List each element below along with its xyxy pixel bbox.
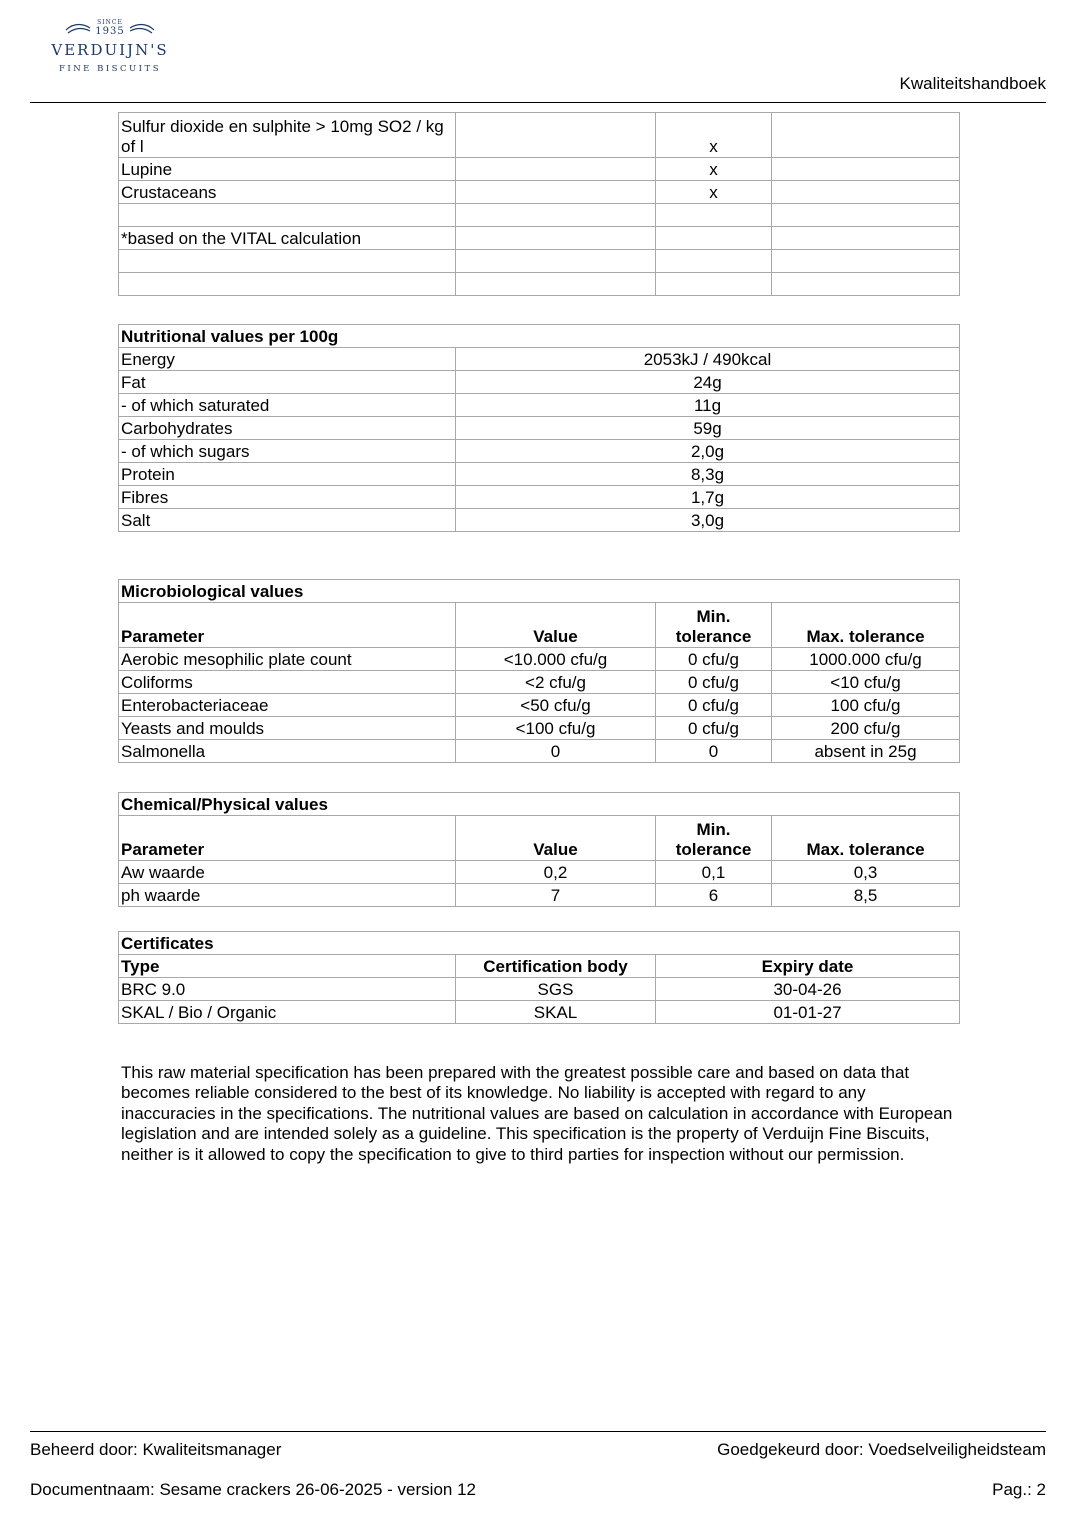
- svg-text:1935: 1935: [95, 26, 125, 37]
- allergen-col-2: [456, 273, 656, 296]
- nutrient-name: Protein: [119, 463, 456, 486]
- nutrient-value: 11g: [456, 394, 960, 417]
- micro-max: absent in 25g: [772, 740, 960, 763]
- allergen-col-4: [772, 158, 960, 181]
- certificates-title: Certificates: [119, 932, 960, 955]
- chem-header-parameter: Parameter: [119, 816, 456, 861]
- micro-value: <10.000 cfu/g: [456, 648, 656, 671]
- allergen-col-4: [772, 181, 960, 204]
- cert-header-body: Certification body: [456, 955, 656, 978]
- table-row: [119, 158, 960, 181]
- allergen-col-2: [456, 181, 656, 204]
- chemical-title: Chemical/Physical values: [119, 793, 960, 816]
- table-row: [119, 671, 960, 694]
- header-title: Kwaliteitshandboek: [899, 74, 1046, 93]
- chem-parameter: ph waarde: [119, 884, 456, 907]
- allergen-col-2: [456, 113, 656, 158]
- nutrient-name: Salt: [119, 509, 456, 532]
- table-row: [119, 227, 960, 250]
- table-row: [119, 250, 960, 273]
- chem-min: 6: [656, 884, 772, 907]
- micro-min: 0 cfu/g: [656, 671, 772, 694]
- disclaimer-text: This raw material specification has been prepared with the greatest possible care and based on data that becomes reliable considered to the best of its knowledge. No liability is accepted with regard to any inaccuracies in the specifications. The nutritional values are based on calculation in accordance with European legislation and are intended solely as a guideline. This specification is the property of Verduijn Fine Biscuits, neither is it allowed to copy the specification to give to third parties for inspection without our permission.: [121, 1063, 953, 1164]
- micro-parameter: Aerobic mesophilic plate count: [119, 648, 456, 671]
- chem-min: 0,1: [656, 861, 772, 884]
- allergen-col-2: [456, 250, 656, 273]
- allergen-name: [119, 273, 456, 296]
- verduijns-logo: [30, 16, 190, 78]
- table-row: [119, 371, 960, 394]
- micro-max: 200 cfu/g: [772, 717, 960, 740]
- table-row: [119, 740, 960, 763]
- table-row: [119, 417, 960, 440]
- nutrient-value: 59g: [456, 417, 960, 440]
- micro-parameter: Yeasts and moulds: [119, 717, 456, 740]
- footer-divider: [30, 1431, 1046, 1432]
- micro-value: 0: [456, 740, 656, 763]
- certificates-table: [118, 931, 960, 1024]
- microbiological-table: [118, 579, 960, 763]
- nutrition-table: [118, 324, 960, 532]
- micro-value: <2 cfu/g: [456, 671, 656, 694]
- table-row: [119, 204, 960, 227]
- svg-text:FINE BISCUITS: FINE BISCUITS: [58, 64, 162, 74]
- micro-value: <50 cfu/g: [456, 694, 656, 717]
- nutrient-value: 1,7g: [456, 486, 960, 509]
- table-row: [119, 884, 960, 907]
- nutrient-name: - of which saturated: [119, 394, 456, 417]
- micro-parameter: Coliforms: [119, 671, 456, 694]
- nutrient-name: Energy: [119, 348, 456, 371]
- micro-min: 0 cfu/g: [656, 717, 772, 740]
- allergen-col-4: [772, 204, 960, 227]
- allergen-name: *based on the VITAL calculation: [119, 227, 456, 250]
- allergen-col-3: x: [656, 158, 772, 181]
- table-row: [119, 1001, 960, 1024]
- micro-max: 1000.000 cfu/g: [772, 648, 960, 671]
- micro-min: 0 cfu/g: [656, 648, 772, 671]
- allergen-col-2: [456, 204, 656, 227]
- chem-max: 0,3: [772, 861, 960, 884]
- cert-body: SKAL: [456, 1001, 656, 1024]
- allergen-name: Sulfur dioxide en sulphite > 10mg SO2 / kg of l: [119, 113, 456, 158]
- chem-parameter: Aw waarde: [119, 861, 456, 884]
- micro-header-value: Value: [456, 603, 656, 648]
- cert-type: SKAL / Bio / Organic: [119, 1001, 456, 1024]
- cert-type: BRC 9.0: [119, 978, 456, 1001]
- allergen-col-3: [656, 204, 772, 227]
- chem-value: 0,2: [456, 861, 656, 884]
- chem-header-max: Max. tolerance: [772, 816, 960, 861]
- allergens-table: [118, 112, 960, 296]
- micro-header-min: Min. tolerance: [656, 603, 772, 648]
- nutrient-name: Fat: [119, 371, 456, 394]
- table-row: [119, 486, 960, 509]
- allergen-col-4: [772, 227, 960, 250]
- header-divider: [30, 102, 1046, 103]
- table-row: [119, 978, 960, 1001]
- nutrient-value: 24g: [456, 371, 960, 394]
- micro-parameter: Enterobacteriaceae: [119, 694, 456, 717]
- document-name: Documentnaam: Sesame crackers 26-06-2025 - version 12: [30, 1480, 476, 1499]
- nutrient-value: 3,0g: [456, 509, 960, 532]
- allergen-col-4: [772, 273, 960, 296]
- chem-header-min: Min. tolerance: [656, 816, 772, 861]
- allergen-col-4: [772, 250, 960, 273]
- table-row: [119, 394, 960, 417]
- nutrition-title: Nutritional values per 100g: [119, 325, 960, 348]
- micro-min: 0 cfu/g: [656, 694, 772, 717]
- nutrient-value: 2053kJ / 490kcal: [456, 348, 960, 371]
- chemical-table: [118, 792, 960, 907]
- table-row: [119, 273, 960, 296]
- micro-max: 100 cfu/g: [772, 694, 960, 717]
- table-row: [119, 717, 960, 740]
- cert-header-expiry: Expiry date: [656, 955, 960, 978]
- allergen-col-3: [656, 250, 772, 273]
- chem-value: 7: [456, 884, 656, 907]
- allergen-col-3: x: [656, 113, 772, 158]
- micro-parameter: Salmonella: [119, 740, 456, 763]
- micro-max: <10 cfu/g: [772, 671, 960, 694]
- cert-expiry: 30-04-26: [656, 978, 960, 1001]
- table-row: [119, 509, 960, 532]
- svg-text:SINCE: SINCE: [97, 19, 123, 26]
- cert-body: SGS: [456, 978, 656, 1001]
- allergen-col-3: [656, 273, 772, 296]
- allergen-col-3: [656, 227, 772, 250]
- micro-min: 0: [656, 740, 772, 763]
- table-row: [119, 861, 960, 884]
- allergen-name: [119, 204, 456, 227]
- allergen-col-2: [456, 227, 656, 250]
- cert-expiry: 01-01-27: [656, 1001, 960, 1024]
- nutrient-name: Fibres: [119, 486, 456, 509]
- cert-header-type: Type: [119, 955, 456, 978]
- approved-by: Goedgekeurd door: Voedselveiligheidsteam: [717, 1440, 1046, 1459]
- chem-header-value: Value: [456, 816, 656, 861]
- nutrient-name: Carbohydrates: [119, 417, 456, 440]
- nutrient-name: - of which sugars: [119, 440, 456, 463]
- micro-value: <100 cfu/g: [456, 717, 656, 740]
- micro-header-max: Max. tolerance: [772, 603, 960, 648]
- nutrient-value: 2,0g: [456, 440, 960, 463]
- allergen-col-3: x: [656, 181, 772, 204]
- svg-text:VERDUIJN'S: VERDUIJN'S: [51, 41, 169, 59]
- allergen-col-4: [772, 113, 960, 158]
- table-row: [119, 440, 960, 463]
- table-row: [119, 648, 960, 671]
- table-row: [119, 694, 960, 717]
- allergen-name: [119, 250, 456, 273]
- page-number: Pag.: 2: [992, 1480, 1046, 1499]
- chem-max: 8,5: [772, 884, 960, 907]
- managed-by: Beheerd door: Kwaliteitsmanager: [30, 1440, 282, 1459]
- nutrient-value: 8,3g: [456, 463, 960, 486]
- table-row: [119, 113, 960, 158]
- table-row: [119, 181, 960, 204]
- micro-title: Microbiological values: [119, 580, 960, 603]
- table-row: [119, 348, 960, 371]
- allergen-name: Lupine: [119, 158, 456, 181]
- table-row: [119, 463, 960, 486]
- micro-header-parameter: Parameter: [119, 603, 456, 648]
- allergen-col-2: [456, 158, 656, 181]
- allergen-name: Crustaceans: [119, 181, 456, 204]
